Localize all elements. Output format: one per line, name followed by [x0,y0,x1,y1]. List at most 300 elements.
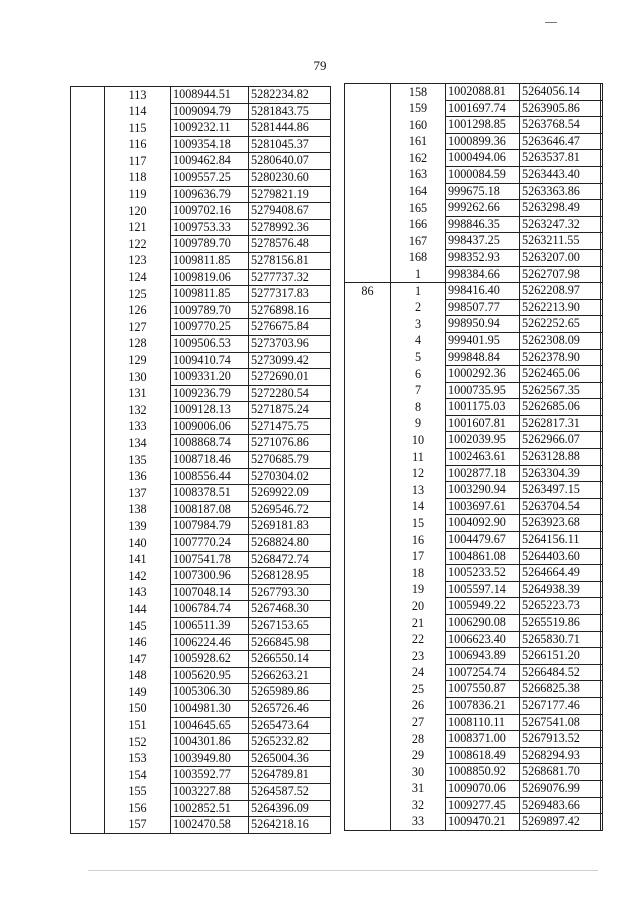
table-row [345,515,603,532]
parcel-number-cell [345,814,391,831]
y-coordinate-cell: 5271076.86 [249,435,331,452]
y-coordinate-cell: 5277317.83 [249,286,331,303]
point-number-cell: 168 [408,250,428,265]
table-row [71,269,331,286]
y-coordinate-cell: 5265223.73 [520,598,603,615]
table-row [345,283,603,300]
point-number-cell: 134 [128,435,147,450]
table-row [71,186,331,203]
y-coordinate-cell: 5279821.19 [249,186,331,203]
parcel-number-cell [345,465,391,482]
x-coordinate-cell: 1002852.51 [171,800,249,817]
y-coordinate-cell: 5268472.74 [249,551,331,568]
table-row [71,651,331,668]
parcel-number-cell [71,269,105,286]
y-coordinate-cell: 5279408.67 [249,203,331,220]
parcel-number-cell [345,166,391,183]
point-number-cell: 148 [128,668,147,683]
y-coordinate-cell: 5266151.20 [520,648,603,665]
table-row [345,166,603,183]
parcel-number-cell [345,216,391,233]
parcel-number-cell [345,482,391,499]
point-number-cell: 27 [411,715,425,730]
parcel-number-cell [345,498,391,515]
table-row [71,452,331,469]
point-number-cell: 31 [411,781,425,796]
y-coordinate-cell: 5278992.36 [249,219,331,236]
y-coordinate-cell: 5266825.38 [520,681,603,698]
table-row [71,783,331,800]
y-coordinate-cell: 5262966.07 [520,432,603,449]
point-number-cell: 129 [128,353,147,367]
point-number-cell: 153 [128,751,147,766]
point-number-cell: 152 [128,734,147,749]
parcel-number-cell [345,150,391,167]
x-coordinate-cell: 1004479.67 [446,532,520,549]
y-coordinate-cell: 5264587.52 [249,783,331,800]
x-coordinate-cell: 1004861.08 [446,548,520,565]
parcel-number-cell [345,532,391,549]
parcel-number-cell [345,415,391,432]
y-coordinate-cell: 5263298.49 [520,200,603,217]
parcel-number-cell [345,598,391,615]
parcel-number-cell [345,249,391,266]
table-row [71,120,331,137]
point-number-cell: 28 [411,731,425,746]
point-number-cell: 23 [411,648,425,663]
y-coordinate-cell: 5264156.11 [520,532,603,549]
table-row [345,366,603,383]
x-coordinate-cell: 1004301.86 [171,734,249,751]
y-coordinate-cell: 5267541.08 [520,714,603,731]
parcel-number-cell [71,634,105,651]
table-row [71,103,331,120]
x-coordinate-cell: 999848.84 [446,349,520,366]
parcel-number-cell [71,618,105,635]
y-coordinate-cell: 5282234.82 [249,87,331,104]
parcel-number-cell [71,120,105,137]
point-number-cell: 25 [411,681,425,696]
parcel-number-cell [345,399,391,416]
x-coordinate-cell: 1001175.03 [446,399,520,416]
table-row [345,532,603,549]
y-coordinate-cell: 5265519.86 [520,615,603,632]
parcel-number-cell [71,518,105,535]
table-row [71,302,331,319]
table-row [71,618,331,635]
x-coordinate-cell: 998416.40 [446,283,520,300]
x-coordinate-cell: 1008944.51 [171,87,249,104]
x-coordinate-cell: 1001607.81 [446,415,520,432]
y-coordinate-cell: 5277737.32 [249,269,331,286]
point-number-cell: 17 [411,549,425,564]
table-row [345,482,603,499]
y-coordinate-cell: 5262707.98 [520,266,603,283]
parcel-number-cell [71,169,105,186]
point-number-cell: 2 [414,300,422,315]
table-row [345,84,603,101]
point-number-cell: 15 [411,515,425,530]
table-row [345,714,603,731]
table-row [345,183,603,200]
parcel-number-cell [345,332,391,349]
x-coordinate-cell: 1003697.61 [446,498,520,515]
y-coordinate-cell: 5263247.32 [520,216,603,233]
table-row [71,153,331,170]
x-coordinate-cell: 1007984.79 [171,518,249,535]
y-coordinate-cell: 5268681.70 [520,764,603,781]
point-number-cell: 141 [128,552,147,567]
point-number-cell: 30 [411,764,425,779]
table-row [345,465,603,482]
y-coordinate-cell: 5267468.30 [249,601,331,618]
point-number-cell: 155 [128,784,147,799]
table-row [71,750,331,767]
x-coordinate-cell: 1009702.16 [171,203,249,220]
point-number-cell: 159 [408,101,428,116]
point-number-cell: 146 [128,635,147,650]
point-number-cell: 135 [128,452,147,467]
x-coordinate-cell: 1003227.88 [171,783,249,800]
parcel-number-cell [345,664,391,681]
table-row [71,485,331,502]
table-row [71,501,331,518]
parcel-number-cell [345,697,391,714]
point-number-cell: 19 [411,582,425,597]
point-number-cell: 163 [408,167,428,182]
table-row [71,568,331,585]
point-number-cell: 132 [128,402,147,417]
point-number-cell: 115 [128,120,147,135]
parcel-number-cell [345,432,391,449]
parcel-number-cell [71,767,105,784]
point-number-cell: 24 [411,665,425,680]
page-bottom-line [88,870,598,871]
x-coordinate-cell: 1009811.85 [171,286,249,303]
point-number-cell: 4 [414,333,422,348]
parcel-number-cell [71,302,105,319]
x-coordinate-cell: 1001697.74 [446,100,520,117]
y-coordinate-cell: 5270304.02 [249,468,331,485]
parcel-number-cell [71,452,105,469]
y-coordinate-cell: 5264403.60 [520,548,603,565]
parcel-number-cell [345,681,391,698]
x-coordinate-cell: 1009636.79 [171,186,249,203]
table-row [71,136,331,153]
table-row [71,684,331,701]
point-number-cell: 21 [411,615,425,630]
table-row [71,551,331,568]
parcel-number-cell [71,817,105,834]
y-coordinate-cell: 5269546.72 [249,501,331,518]
table-row [345,814,603,831]
table-row [345,498,603,515]
table-row [345,581,603,598]
table-row [71,734,331,751]
table-row [345,382,603,399]
x-coordinate-cell: 1008556.44 [171,468,249,485]
table-row [345,598,603,615]
parcel-number-cell [71,319,105,336]
table-row [71,418,331,435]
parcel-number-cell [71,535,105,552]
point-number-cell: 122 [128,236,147,251]
x-coordinate-cell: 1002039.95 [446,432,520,449]
table-row [345,780,603,797]
parcel-number-cell [345,714,391,731]
parcel-number-cell [345,299,391,316]
x-coordinate-cell: 1007254.74 [446,664,520,681]
point-number-cell: 33 [411,814,425,829]
table-row [345,565,603,582]
y-coordinate-cell: 5270685.79 [249,452,331,469]
table-row [345,415,603,432]
point-number-cell: 151 [128,718,147,733]
y-coordinate-cell: 5269181.83 [249,518,331,535]
y-coordinate-cell: 5278156.81 [249,252,331,269]
x-coordinate-cell: 1009232.11 [171,120,249,137]
table-row [345,449,603,466]
x-coordinate-cell: 1009006.06 [171,418,249,435]
x-coordinate-cell: 1009753.33 [171,219,249,236]
point-number-cell: 127 [128,319,147,334]
parcel-number-cell [71,286,105,303]
table-row [71,435,331,452]
y-coordinate-cell: 5269483.66 [520,797,603,814]
x-coordinate-cell: 1004981.30 [171,700,249,717]
x-coordinate-cell: 1005233.52 [446,565,520,582]
parcel-number-cell [345,565,391,582]
y-coordinate-cell: 5281444.86 [249,120,331,137]
table-row [71,335,331,352]
y-coordinate-cell: 5272280.54 [249,385,331,402]
parcel-number-cell [345,200,391,217]
y-coordinate-cell: 5262567.35 [520,382,603,399]
y-coordinate-cell: 5265473.64 [249,717,331,734]
y-coordinate-cell: 5262685.06 [520,399,603,416]
table-row [71,468,331,485]
parcel-number-cell [345,366,391,383]
x-coordinate-cell: 998950.94 [446,316,520,333]
parcel-number-cell [345,84,391,101]
y-coordinate-cell: 5264789.81 [249,767,331,784]
point-number-cell: 139 [128,518,147,533]
parcel-number-cell [345,631,391,648]
parcel-number-cell [71,252,105,269]
coordinates-table-left [70,86,331,834]
y-coordinate-cell: 5263207.00 [520,249,603,266]
point-number-cell: 6 [414,366,422,381]
x-coordinate-cell: 1007048.14 [171,584,249,601]
point-number-cell: 29 [411,748,425,763]
parcel-number-cell [71,335,105,352]
table-row [71,584,331,601]
y-coordinate-cell: 5262208.97 [520,283,603,300]
point-number-cell: 26 [411,698,425,713]
point-number-cell: 16 [411,532,425,547]
parcel-number-cell [345,133,391,150]
y-coordinate-cell: 5280640.07 [249,153,331,170]
parcel-number-cell [71,435,105,452]
parcel-number-cell [345,780,391,797]
point-number-cell: 162 [408,150,428,165]
parcel-number-cell [71,551,105,568]
point-number-cell: 118 [128,170,147,185]
table-row [71,169,331,186]
page-number: 79 [313,58,327,73]
table-row [71,717,331,734]
parcel-number-cell [345,747,391,764]
parcel-number-cell [71,750,105,767]
point-number-cell: 14 [411,499,425,514]
point-number-cell: 7 [414,383,422,398]
y-coordinate-cell: 5264218.16 [249,817,331,834]
parcel-number-cell [71,501,105,518]
parcel-number-cell [345,183,391,200]
x-coordinate-cell: 999401.95 [446,332,520,349]
x-coordinate-cell: 1009236.79 [171,385,249,402]
x-coordinate-cell: 1009819.06 [171,269,249,286]
point-number-cell: 158 [408,84,428,99]
x-coordinate-cell: 1009462.84 [171,153,249,170]
x-coordinate-cell: 1009789.70 [171,236,249,253]
x-coordinate-cell: 1009094.79 [171,103,249,120]
y-coordinate-cell: 5266845.98 [249,634,331,651]
y-coordinate-cell: 5263211.55 [520,233,603,250]
point-number-cell: 142 [128,568,147,583]
point-number-cell: 165 [408,200,428,215]
y-coordinate-cell: 5262252.65 [520,316,603,333]
table-row [71,352,331,369]
point-number-cell: 1 [391,283,446,300]
y-coordinate-cell: 5278576.48 [249,236,331,253]
table-row [345,266,603,283]
y-coordinate-cell: 5268294.93 [520,747,603,764]
x-coordinate-cell: 1009277.45 [446,797,520,814]
parcel-number-cell [345,648,391,665]
x-coordinate-cell: 1000292.36 [446,366,520,383]
point-number-cell: 128 [128,336,147,351]
x-coordinate-cell: 1007300.96 [171,568,249,585]
x-coordinate-cell: 1000084.59 [446,166,520,183]
table-row [71,286,331,303]
table-row [345,299,603,316]
point-number-cell: 117 [128,153,147,168]
point-number-cell: 133 [128,419,147,434]
parcel-number-cell [71,783,105,800]
y-coordinate-cell: 5271475.75 [249,418,331,435]
coordinates-table-right [344,83,603,831]
x-coordinate-cell: 998352.93 [446,249,520,266]
x-coordinate-cell: 1005620.95 [171,667,249,684]
y-coordinate-cell: 5263128.88 [520,449,603,466]
y-coordinate-cell: 5264938.39 [520,581,603,598]
x-coordinate-cell: 1003592.77 [171,767,249,784]
table-row [71,203,331,220]
table-row [345,731,603,748]
y-coordinate-cell: 5265232.82 [249,734,331,751]
x-coordinate-cell: 1006511.39 [171,618,249,635]
y-coordinate-cell: 5273703.96 [249,335,331,352]
table-row [345,697,603,714]
point-number-cell: 156 [128,801,147,816]
table-row [71,385,331,402]
x-coordinate-cell: 1009506.53 [171,335,249,352]
y-coordinate-cell: 5264056.14 [520,84,603,101]
y-coordinate-cell: 5265989.86 [249,684,331,701]
y-coordinate-cell: 5262308.09 [520,332,603,349]
table-row [71,402,331,419]
x-coordinate-cell: 1008187.08 [171,501,249,518]
y-coordinate-cell: 5276898.16 [249,302,331,319]
y-coordinate-cell: 5267153.65 [249,618,331,635]
parcel-number-cell [345,615,391,632]
table-row [345,150,603,167]
table-row [345,764,603,781]
y-coordinate-cell: 5276675.84 [249,319,331,336]
y-coordinate-cell: 5264664.49 [520,565,603,582]
x-coordinate-cell: 1002088.81 [446,84,520,101]
table-row [345,100,603,117]
point-number-cell: 154 [128,767,147,782]
parcel-number-cell [71,418,105,435]
point-number-cell: 113 [128,87,147,102]
parcel-number-cell [71,369,105,386]
point-number-cell: 1 [414,266,422,281]
point-number-cell: 22 [411,632,425,647]
x-coordinate-cell: 1008371.00 [446,731,520,748]
point-number-cell: 167 [408,233,428,248]
point-number-cell: 11 [412,449,424,464]
x-coordinate-cell: 1000735.95 [446,382,520,399]
y-coordinate-cell: 5264396.09 [249,800,331,817]
x-coordinate-cell: 1009770.25 [171,319,249,336]
table-row [345,664,603,681]
table-row [345,249,603,266]
y-coordinate-cell: 5281843.75 [249,103,331,120]
y-coordinate-cell: 5263443.40 [520,166,603,183]
table-row [71,369,331,386]
x-coordinate-cell: 1006784.74 [171,601,249,618]
table-right-border [600,83,601,831]
table-row [345,432,603,449]
x-coordinate-cell: 1008850.92 [446,764,520,781]
table-row [345,747,603,764]
parcel-number-cell [345,581,391,598]
parcel-number-cell [345,266,391,283]
table-row [71,667,331,684]
point-number-cell: 157 [128,817,147,832]
table-row [71,767,331,784]
point-number-cell: 114 [128,104,147,119]
x-coordinate-cell: 1009354.18 [171,136,249,153]
y-coordinate-cell: 5266550.14 [249,651,331,668]
parcel-number-cell [71,584,105,601]
parcel-number-cell [71,87,105,104]
parcel-number-cell [71,734,105,751]
table-row [71,518,331,535]
x-coordinate-cell: 1003290.94 [446,482,520,499]
x-coordinate-cell: 1009470.21 [446,814,520,831]
parcel-number-cell [345,515,391,532]
table-row [345,681,603,698]
point-number-cell: 143 [128,585,147,600]
x-coordinate-cell: 998384.66 [446,266,520,283]
y-coordinate-cell: 5263537.81 [520,150,603,167]
x-coordinate-cell: 1005306.30 [171,684,249,701]
y-coordinate-cell: 5271875.24 [249,402,331,419]
table-row [71,817,331,834]
